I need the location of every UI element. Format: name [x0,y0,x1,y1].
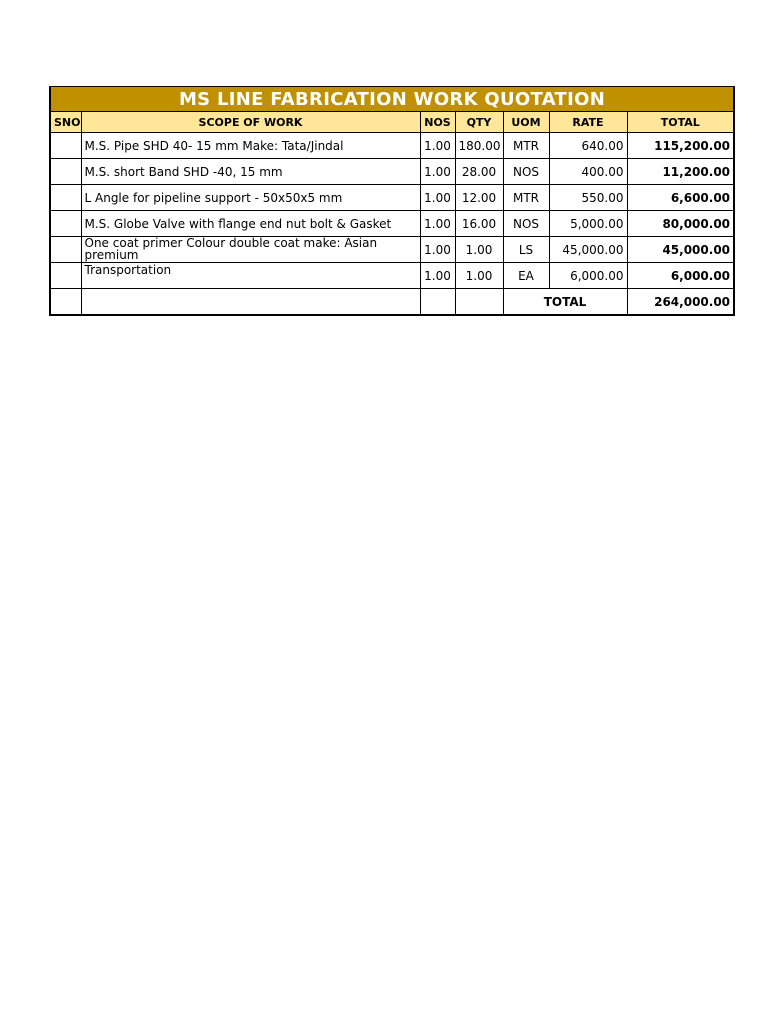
row-rate: 640.00 [549,133,627,159]
row-sno [50,159,81,185]
row-nos: 1.00 [420,263,455,289]
row-scope: Transportation [81,263,420,289]
row-sno [50,185,81,211]
row-total: 80,000.00 [627,211,734,237]
row-sno [50,133,81,159]
row-qty: 1.00 [455,237,503,263]
row-rate: 400.00 [549,159,627,185]
table-row [50,133,734,159]
empty-cell [455,289,503,316]
table-row [50,263,734,289]
row-uom: MTR [503,133,549,159]
row-uom: MTR [503,185,549,211]
row-sno [50,263,81,289]
column-header-nos: NOS [420,112,455,133]
row-qty: 16.00 [455,211,503,237]
row-nos: 1.00 [420,211,455,237]
row-rate: 5,000.00 [549,211,627,237]
row-total: 115,200.00 [627,133,734,159]
empty-cell [81,289,420,316]
row-rate: 550.00 [549,185,627,211]
table-row [50,211,734,237]
quotation-title: MS LINE FABRICATION WORK QUOTATION [50,87,734,112]
grand-total-label: TOTAL [503,289,627,316]
row-nos: 1.00 [420,237,455,263]
row-qty: 28.00 [455,159,503,185]
row-scope: M.S. short Band SHD -40, 15 mm [81,159,420,185]
grand-total-value: 264,000.00 [627,289,734,316]
row-qty: 180.00 [455,133,503,159]
row-uom: NOS [503,159,549,185]
row-nos: 1.00 [420,185,455,211]
table-row [50,185,734,211]
column-header-total: TOTAL [627,112,734,133]
column-header-row [50,112,734,133]
row-uom: EA [503,263,549,289]
column-header-scope: SCOPE OF WORK [81,112,420,133]
row-scope: L Angle for pipeline support - 50x50x5 mm [81,185,420,211]
row-scope: M.S. Pipe SHD 40- 15 mm Make: Tata/Jindal [81,133,420,159]
row-total: 11,200.00 [627,159,734,185]
row-nos: 1.00 [420,133,455,159]
row-qty: 1.00 [455,263,503,289]
row-uom: NOS [503,211,549,237]
column-header-sno: SNO [50,112,81,133]
row-total: 6,000.00 [627,263,734,289]
row-total: 6,600.00 [627,185,734,211]
row-scope: One coat primer Colour double coat make: Asian premium [81,237,420,263]
column-header-qty: QTY [455,112,503,133]
quotation-table [49,86,735,316]
column-header-rate: RATE [549,112,627,133]
row-total: 45,000.00 [627,237,734,263]
row-sno [50,237,81,263]
empty-cell [420,289,455,316]
row-rate: 6,000.00 [549,263,627,289]
table-row [50,159,734,185]
row-qty: 12.00 [455,185,503,211]
row-sno [50,211,81,237]
row-nos: 1.00 [420,159,455,185]
row-uom: LS [503,237,549,263]
row-scope: M.S. Globe Valve with flange end nut bolt & Gasket [81,211,420,237]
empty-cell [50,289,81,316]
grand-total-row [50,289,734,316]
column-header-uom: UOM [503,112,549,133]
table-row [50,237,734,263]
row-rate: 45,000.00 [549,237,627,263]
